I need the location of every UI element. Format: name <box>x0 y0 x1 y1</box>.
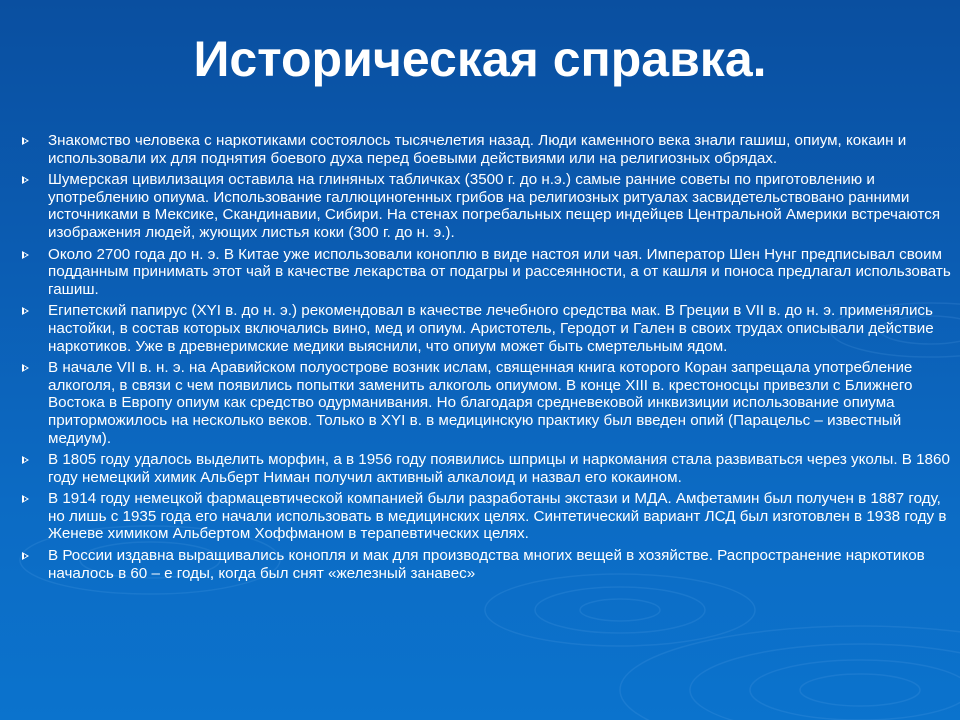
arrow-bullet-icon <box>22 364 29 372</box>
bullet-text: Египетский папирус (XYI в. до н. э.) рекомендовал в качестве лечебного средства мак. В Греции в VII в. до н. э. применялись настойки, в состав которых включались вино, мед и опиум. Аристотель, Геродот и Гален в своих трудах описывали действие наркотиков. Уже в древнеримские медики выяснили, что опиум может быть смертельным ядом. <box>48 302 934 355</box>
bullet-text: Около 2700 года до н. э. В Китае уже использовали коноплю в виде настоя или чая. Император Шен Нунг предписывал своим подданным принимать этот чай в качестве лекарства от подагры и рассеянности, а от кашля и поноса предлагал использовать гашиш. <box>48 245 951 298</box>
list-item <box>22 359 952 447</box>
ripple-ring <box>690 644 960 720</box>
bullet-text: В России издавна выращивались конопля и мак для производства многих вещей в хозяйстве. Распространение наркотиков началось в 60 – е годы, когда был снят «железный занавес» <box>48 547 925 582</box>
ripple-ring <box>800 674 920 706</box>
bullet-list <box>22 132 952 586</box>
bullet-text: В 1914 году немецкой фармацевтической компанией были разработаны экстази и МДА. Амфетамин был получен в 1887 году, но лишь с 1935 года его начали использовать в медицинских целях. Синтетический вариант ЛСД был изготовлен в 1938 году в Женеве химиком Альбертом Хоффманом в терапевтических целях. <box>48 490 947 543</box>
ripple-ring <box>535 587 705 633</box>
arrow-bullet-icon <box>22 456 29 464</box>
arrow-bullet-icon <box>22 307 29 315</box>
bullet-text: Знакомство человека с наркотиками состоялось тысячелетия назад. Люди каменного века знали гашиш, опиум, кокаин и использовали их для поднятия боевого духа перед боевыми действиями или на религиозных обрядах. <box>48 132 907 167</box>
list-item <box>22 302 952 355</box>
arrow-bullet-icon <box>22 251 29 259</box>
list-item <box>22 451 952 486</box>
slide-title: Историческая справка. <box>193 31 767 87</box>
bullet-text: Шумерская цивилизация оставила на глиняных табличках (3500 г. до н.э.) самые ранние советы по приготовлению и употреблению опиума. Использование галлюциногенных грибов на религиозных ритуалах засвидетельствовано ранними источниками в Мексике, Скандинавии, Сибири. На стенах погребальных пещер индейцев Центральной Америки встречаются изображения людей, жующих листья коки (300 г. до н. э.). <box>48 171 941 241</box>
ripple-ring <box>750 660 960 720</box>
arrow-bullet-icon <box>22 552 29 560</box>
list-item <box>22 547 952 582</box>
arrow-bullet-icon <box>22 137 29 145</box>
list-item <box>22 246 952 299</box>
ripple-ring <box>580 599 660 621</box>
arrow-bullet-icon <box>22 176 29 184</box>
list-item <box>22 171 952 241</box>
list-item <box>22 490 952 543</box>
bullet-text: В 1805 году удалось выделить морфин, а в 1956 году появились шприцы и наркомания стала развиваться через уколы. В 1860 году немецкий химик Альберт Ниман получил активный алкалоид и назвал его кокаином. <box>48 451 950 486</box>
ripple-ring <box>620 626 960 720</box>
bullet-text: В начале VII в. н. э. на Аравийском полуострове возник ислам, священная книга которого Коран запрещала употребление алкоголя, в связи с чем появились попытки заменить алкоголь опиумом. В конце XIII в. крестоносцы привезли с Ближнего Востока в Европу опиум как средство одурманивания. Но благодаря средневековой инквизиции использование опиума приторможилось на несколько веков. Только в XYI в. в медицинскую практику был введен опий (Парацельс – известный медиум). <box>48 359 913 447</box>
arrow-bullet-icon <box>22 495 29 503</box>
list-item <box>22 132 952 167</box>
